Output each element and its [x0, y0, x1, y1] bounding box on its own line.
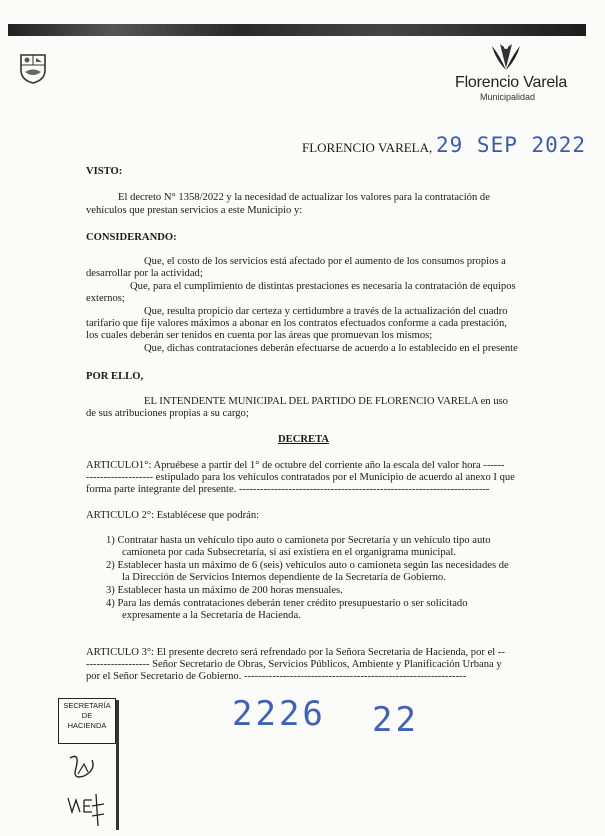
articulo-2-item-1-line-2: camioneta por cada Subsecretaría, si así existiera en el organigrama municipal.: [122, 547, 456, 558]
considerando-1-line-1: Que, el costo de los servicios está afectado por el aumento de los consumos propios a: [144, 256, 506, 267]
intendente-line-2: de sus atribuciones propias a su cargo;: [86, 408, 249, 419]
articulo-1-line-2: ------------------- estipulado para los vehículos contratados por el Municipio de acuerdo al anexo I que: [86, 472, 515, 483]
articulo-1-line-3: forma parte integrante del presente. -----------------------------------------------------------------------: [86, 484, 490, 495]
considerando-4-line-1: Que, dichas contrataciones deberán efectuarse de acuerdo a lo establecido en el presente: [144, 343, 518, 354]
articulo-3-line-1: ARTICULO 3°: El presente decreto será refrendado por la Señora Secretaria de Hacienda, por el --: [86, 647, 505, 658]
articulo-3-line-3: por el Señor Secretario de Gobierno. ---------------------------------------------------------------: [86, 671, 467, 682]
date-stamp: 29 SEP 2022: [436, 133, 587, 157]
logo-name: Florencio Varela: [455, 74, 568, 91]
considerando-2-line-2: externos;: [86, 293, 125, 304]
considerando-3-line-1: Que, resulta propicio dar certeza y certidumbre a través de la actualización del cuadro: [144, 306, 508, 317]
articulo-2-item-4-line-2: expresamente a la Secretaría de Hacienda.: [122, 610, 301, 621]
visto-line-2: vehículos que prestan servicios a este Municipio y:: [86, 205, 303, 216]
decree-number-stamp: 2226: [232, 694, 326, 734]
articulo-2-item-1-line-1: 1) Contratar hasta un vehículo tipo auto o camioneta por Secretaría y un vehículo tipo auto: [106, 535, 491, 546]
articulo-2-item-2-line-2: la Dirección de Servicios Internos dependiente de la Secretaría de Gobierno.: [122, 572, 446, 583]
intendente-line-1: EL INTENDENTE MUNICIPAL DEL PARTIDO DE FLORENCIO VARELA en uso: [144, 396, 508, 407]
margin-rule: [116, 700, 119, 830]
considerando-2-line-1: Que, para el cumplimiento de distintas prestaciones es necesaria la contratación de equipos: [130, 281, 516, 292]
hacienda-stamp-line-1: SECRETARÍA: [63, 701, 111, 710]
por-ello-heading: POR ELLO,: [86, 371, 144, 382]
hacienda-stamp: [58, 698, 116, 744]
considerando-3-line-2: tarifario que fije valores máximos a abonar en los contratos efectuados conforme a cada prestación,: [86, 318, 507, 329]
articulo-3-line-2: ------------------ Señor Secretario de Obras, Servicios Públicos, Ambiente y Planificación Urbana y: [86, 659, 502, 670]
articulo-2-item-2-line-1: 2) Establecer hasta un máximo de 6 (seis) vehículos auto o camioneta según las necesidades de: [106, 560, 509, 571]
dateline: FLORENCIO VARELA,: [302, 140, 433, 155]
considerando-heading: CONSIDERANDO:: [86, 232, 177, 243]
hacienda-stamp-line-2: DE: [81, 711, 93, 720]
articulo-2-intro: ARTICULO 2°: Establécese que podrán:: [86, 510, 260, 521]
articulo-1-line-1: ARTICULO1°: Apruébese a partir del 1° de octubre del corriente año la escala del valor hora ------: [86, 460, 505, 471]
handwritten-initials-icon: [62, 750, 112, 830]
considerando-3-line-3: los cuales deberán ser tenidos en cuenta por las áreas que promuevan los mismos;: [86, 330, 433, 341]
scan-top-bar: [8, 24, 586, 36]
municipality-logo: [450, 42, 570, 104]
considerando-1-line-2: desarrollar por la actividad;: [86, 268, 203, 279]
articulo-2-item-4-line-1: 4) Para las demás contrataciones deberán tener crédito presupuestario o ser solicitado: [106, 598, 468, 609]
coat-of-arms-icon: [18, 52, 48, 84]
florencio-varela-emblem-icon: [486, 42, 526, 74]
decree-year-stamp: 22: [372, 700, 419, 740]
logo-subtitle: Municipalidad: [480, 92, 536, 102]
visto-line-1: El decreto N° 1358/2022 y la necesidad de actualizar los valores para la contratación de: [118, 192, 490, 203]
hacienda-stamp-line-3: HACIENDA: [67, 721, 107, 730]
articulo-2-item-3: 3) Establecer hasta un máximo de 200 horas mensuales.: [106, 585, 343, 596]
visto-heading: VISTO:: [86, 166, 123, 177]
decreta-heading: DECRETA: [278, 434, 330, 445]
